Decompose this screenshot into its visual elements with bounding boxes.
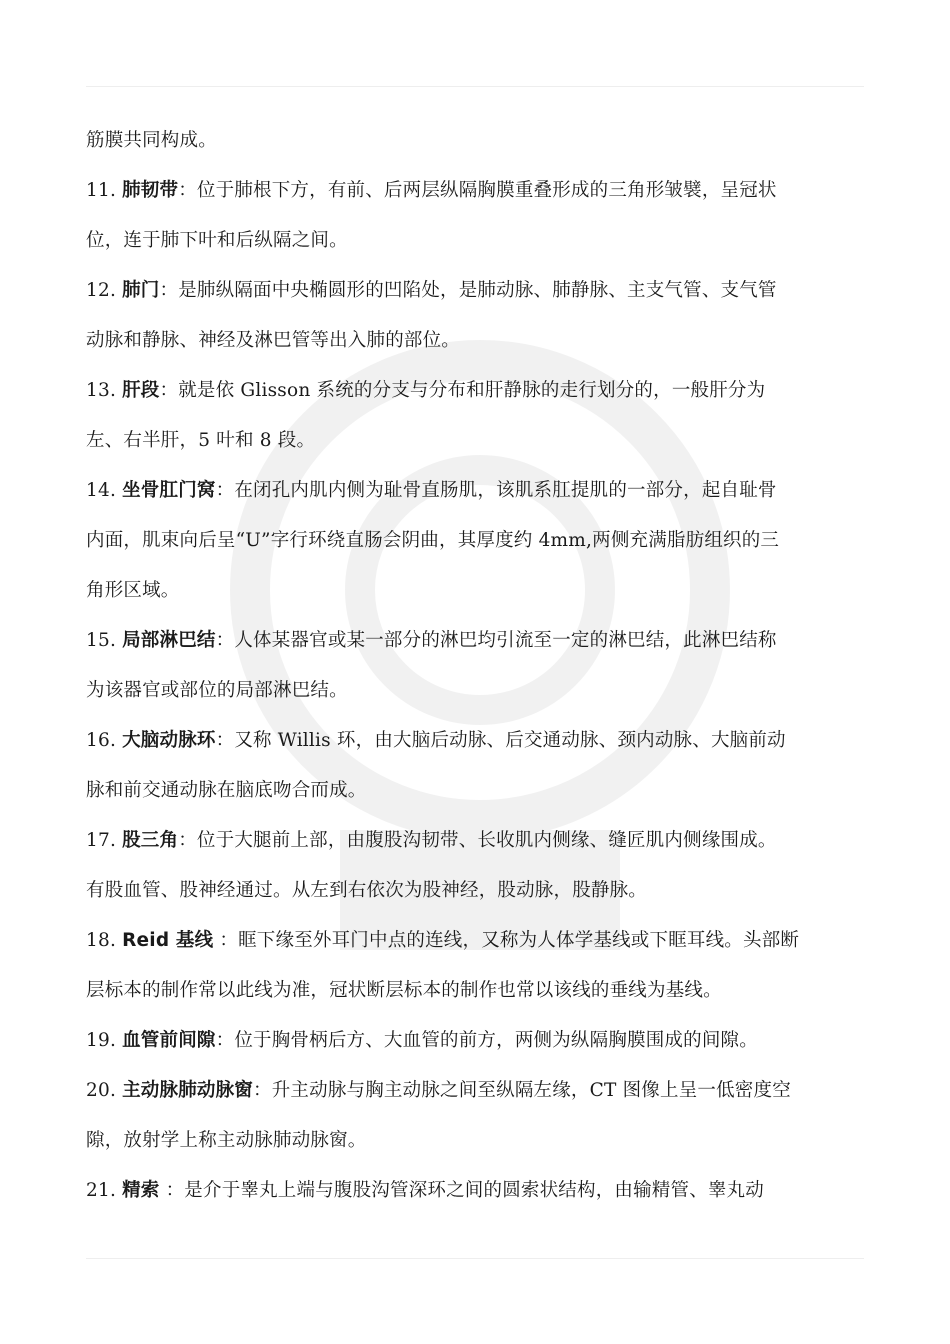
entry-term: 血管前间隙 [122,1030,216,1051]
entry-number: 15. [86,630,123,651]
entry-line-continuation [86,966,866,1016]
entry-term: 肝段 [122,380,160,401]
entry-text: 左、右半肝，5 叶和 8 段。 [86,430,316,451]
entry-text: 筋膜共同构成。 [86,130,217,151]
entry-term: Reid 基线 [122,930,214,951]
entry-number: 13. [86,380,123,401]
entry-line-continuation [86,416,866,466]
entry-number: 19. [86,1030,123,1051]
entry-text: ：位于肺根下方，有前、后两层纵隔胸膜重叠形成的三角形皱襞，呈冠状 [178,180,777,201]
entry-text: ：升主动脉与胸主动脉之间至纵隔左缘，CT 图像上呈一低密度空 [253,1080,791,1101]
entry-text: 脉和前交通动脉在脑底吻合而成。 [86,780,367,801]
entry-line-continuation [86,766,866,816]
entry-line-first [86,716,866,766]
entry-line-first [86,616,866,666]
entry-number: 20. [86,1080,123,1101]
entry-text: ：人体某器官或某一部分的淋巴均引流至一定的淋巴结，此淋巴结称 [215,630,777,651]
entry-line-continuation [86,866,866,916]
entry-text: ：是介于睾丸上端与腹股沟管深环之间的圆索状结构，由输精管、睾丸动 [159,1180,764,1201]
entry-line-first [86,816,866,866]
entry-line-continuation [86,1116,866,1166]
entry-text: 有股血管、股神经通过。从左到右依次为股神经，股动脉，股静脉。 [86,880,648,901]
entry-text: 角形区域。 [86,580,180,601]
entry-line-continuation [86,216,866,266]
entry-text: 内面，肌束向后呈“U”字行环绕直肠会阴曲，其厚度约 4mm,两侧充满脂肪组织的三 [86,530,780,551]
entry-text: 隙，放射学上称主动脉肺动脉窗。 [86,1130,367,1151]
entry-line-continuation [86,666,866,716]
entry-text: ：又称 Willis 环，由大脑后动脉、后交通动脉、颈内动脉、大脑前动 [215,730,786,751]
entry-term: 肺韧带 [122,180,179,201]
entry-text: 层标本的制作常以此线为准，冠状断层标本的制作也常以该线的垂线为基线。 [86,980,722,1001]
entry-line-first [86,1066,866,1116]
entry-term: 局部淋巴结 [122,630,216,651]
entry-line-first [86,1016,866,1066]
entry-number: 11. [86,180,123,201]
entry-line-first [86,366,866,416]
footer-rule [86,1258,864,1259]
entry-number: 16. [86,730,123,751]
entry-line-first [86,466,866,516]
entry-text: ：是肺纵隔面中央椭圆形的凹陷处，是肺动脉、肺静脉、主支气管、支气管 [159,280,777,301]
entry-line-continuation [86,516,866,566]
entry-text: 动脉和静脉、神经及淋巴管等出入肺的部位。 [86,330,461,351]
entry-line-first [86,266,866,316]
entry-number: 18. [86,930,123,951]
entry-number: 12. [86,280,123,301]
entry-term: 主动脉肺动脉窗 [122,1080,254,1101]
entry-line-continuation [86,316,866,366]
entry-term: 精索 [122,1180,160,1201]
entry-term: 大脑动脉环 [122,730,216,751]
entry-line-continuation [86,566,866,616]
entry-line-first [86,1166,866,1216]
entry-number: 21. [86,1180,123,1201]
document-body [86,116,866,1216]
entry-term: 肺门 [122,280,160,301]
entry-line-first [86,116,866,166]
entry-line-first [86,166,866,216]
entry-text: ：位于大腿前上部，由腹股沟韧带、长收肌内侧缘、缝匠肌内侧缘围成。 [178,830,777,851]
entry-text: 位，连于肺下叶和后纵隔之间。 [86,230,348,251]
entry-term: 股三角 [122,830,179,851]
entry-text: ：在闭孔内肌内侧为耻骨直肠肌，该肌系肛提肌的一部分，起自耻骨 [215,480,777,501]
entry-number: 14. [86,480,123,501]
entry-number: 17. [86,830,123,851]
entry-text: 为该器官或部位的局部淋巴结。 [86,680,348,701]
entry-term: 坐骨肛门窝 [122,480,216,501]
entry-text: ：就是依 Glisson 系统的分支与分布和肝静脉的走行划分的，一般肝分为 [159,380,766,401]
entry-text: ：位于胸骨柄后方、大血管的前方，两侧为纵隔胸膜围成的间隙。 [215,1030,758,1051]
header-rule [86,86,864,87]
entry-text: ：眶下缘至外耳门中点的连线，又称为人体学基线或下眶耳线。头部断 [213,930,800,951]
entry-line-first [86,916,866,966]
